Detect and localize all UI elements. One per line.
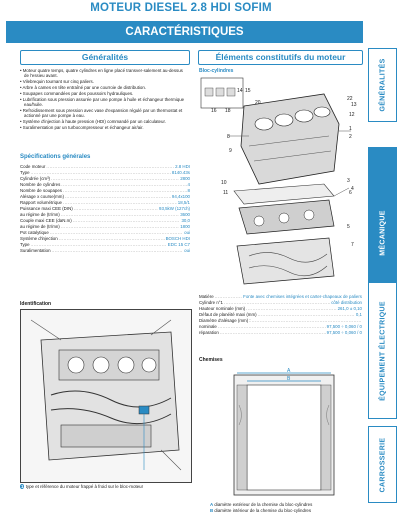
spec-label: Suralimentation (20, 248, 51, 253)
part-number-label: 18 (225, 108, 231, 114)
spec-label: Code moteur (20, 164, 46, 169)
chemise-caption-b-text: diamètre intérieur de la chemise du bloc-cylindres (214, 508, 312, 513)
list-item: • Vilebrequin tournant sur cinq paliers. (20, 79, 188, 84)
part-number-label: 11 (223, 190, 229, 196)
identification-figure (20, 309, 192, 483)
spec-label: Hauteur nominale (mm) (199, 306, 246, 311)
spec-label: Diamètre d'alésage (mm) : (199, 318, 251, 323)
spec-value: 3600 (180, 212, 190, 217)
spec-label: Nombre de soupapes (20, 188, 62, 193)
part-number-label: 4 (351, 186, 354, 192)
spec-value: oui (184, 248, 190, 253)
list-item: • Arbre à cames en tête entraîné par une courroie de distribution. (20, 85, 188, 90)
spec-value: Fonte avec chemises intégrées et carter-chapeaux de paliers (243, 294, 362, 299)
spec-value: 0,1 (355, 312, 362, 317)
spec-value: 2.8 HDI (175, 164, 190, 169)
part-number-label: 3 (347, 178, 350, 184)
spec-label: au régime de (tr/mn) (20, 212, 60, 217)
spec-value: BOSCH HDI (165, 236, 190, 241)
engine-block-illustration (199, 76, 362, 289)
spec-value: 4 (187, 182, 190, 187)
specs-title: Spécifications générales (20, 154, 91, 160)
list-item: • Lubrification sous pression assurée par une pompe à huile et échangeur thermique eau/huile. (20, 97, 188, 108)
part-number-label: 7 (351, 242, 354, 248)
ref-marker: A (210, 502, 214, 507)
part-number-label: 1 (349, 126, 352, 132)
specs-table (20, 164, 190, 254)
identification-label: Identification (20, 301, 52, 307)
part-number-label: 15 (245, 88, 251, 94)
tab-equipement-electrique[interactable] (368, 282, 397, 419)
chemise-ref-b: B (287, 376, 291, 382)
spec-value: 93,5kW (127ch) (159, 206, 190, 211)
spec-value: 8 (187, 188, 190, 193)
chemises-label: Chemises (199, 357, 223, 363)
spec-label: Nombre de cylindres (20, 182, 61, 187)
generalites-heading: Généralités (20, 50, 190, 65)
list-item: • Soupapes commandées par des poussoirs hydrauliques. (20, 91, 188, 96)
ref-marker: 1 (21, 484, 24, 489)
spec-row (20, 248, 190, 254)
part-number-label: 9 (229, 148, 232, 154)
spec-value: côté distribution (331, 300, 362, 305)
spec-label: Système d'injection (20, 236, 58, 241)
part-number-label: 12 (349, 112, 355, 118)
spec-value: EDC 15 C7 (167, 242, 190, 247)
part-number-label: 14 (237, 88, 243, 94)
spec-value: 97,500 ÷ 0,060 / 0 (326, 324, 362, 329)
part-number-label: 20 (255, 100, 261, 106)
part-number-label: 16 (211, 108, 217, 114)
tab-equipement-electrique-label: ÉQUIPEMENT ÉLECTRIQUE (379, 300, 386, 401)
part-number-label: 8 (227, 134, 230, 140)
spec-label: Rapport volumétrique (20, 200, 62, 205)
part-number-label: 6 (349, 190, 352, 196)
bloc-specs-table (199, 294, 362, 336)
spec-label: au régime de (tr/mn) (20, 224, 60, 229)
chemise-caption-a-text: diamètre extérieur de la chemise du bloc-cylindres (214, 502, 313, 507)
part-number-label: 13 (351, 102, 357, 108)
tab-generalites[interactable] (368, 48, 397, 122)
spec-label: Alésage x course(mm) (20, 194, 64, 199)
identification-caption (20, 484, 143, 489)
list-item: • Moteur quatre temps, quatre cylindres en ligne placé transver-salement au-dessus de l'essieu avant. (20, 68, 188, 79)
spec-value: 261,0 ± 0,10 (337, 306, 362, 311)
spec-label: Matière (199, 294, 214, 299)
spec-label: Défaut de planéité maxi (mm) (199, 312, 257, 317)
generalites-list (20, 68, 188, 131)
chemise-figure (199, 365, 362, 500)
spec-label: Puissance maxi CEE (DIN) (20, 206, 73, 211)
tab-generalites-label: GÉNÉRALITÉS (379, 58, 386, 112)
spec-label: Type (20, 170, 30, 175)
spec-value: 30,0 (181, 218, 190, 223)
ref-marker: B (210, 508, 214, 513)
tab-mecanique-label: MÉCANIQUE (379, 210, 386, 256)
section-title-bar: CARACTÉRISTIQUES (6, 21, 363, 43)
tab-carrosserie[interactable] (368, 426, 397, 503)
page-title: MOTEUR DIESEL 2.8 HDI SOFIM (90, 2, 272, 14)
spec-value: 1800 (180, 224, 190, 229)
spec-label: réparation (199, 330, 219, 335)
part-number-label: 5 (347, 224, 350, 230)
chemise-captions (210, 502, 312, 514)
spec-label: Cylindrée (cm³) (20, 176, 51, 181)
spec-row (199, 330, 362, 336)
spec-label: Cylindre n°1 (199, 300, 223, 305)
leader-dots (52, 248, 184, 254)
list-item: • Refroidissement sous pression avec vase d'expansion régulé par un thermostat et actionné par une pompe à eau. (20, 108, 188, 119)
list-item: • Système d'injection à haute pression (HDI) commandé par un calculateur. (20, 119, 188, 124)
chemise-illustration (199, 365, 362, 500)
spec-label: Type (20, 242, 30, 247)
spec-value: 97,500 ÷ 0,060 / 0 (326, 330, 362, 335)
tab-carrosserie-label: CARROSSERIE (379, 437, 386, 492)
engine-block-exploded-view (199, 76, 362, 289)
spec-value: 18,5/1 (177, 200, 190, 205)
leader-dots (220, 330, 326, 336)
elements-heading: Éléments constitutifs du moteur (198, 50, 363, 65)
list-item: • Suralimentation par un turbocompresseur et échangeur air/air. (20, 125, 188, 130)
identification-caption-text: type et référence du moteur frappé à froid sur le bloc-moteur (25, 484, 144, 489)
part-number-label: 2 (349, 134, 352, 140)
chemise-ref-a: A (287, 368, 291, 374)
chemise-caption-b (210, 508, 312, 514)
spec-value: 2800 (180, 176, 190, 181)
spec-value: 8140.43s (171, 170, 190, 175)
spec-value: 94,4x100 (171, 194, 190, 199)
spec-label: nominale (199, 324, 217, 329)
bloc-cylindres-label: Bloc-cylindres (199, 68, 234, 74)
spec-label: Pot catalytique (20, 230, 49, 235)
engine-side-illustration (21, 310, 191, 482)
part-number-label: 22 (347, 96, 353, 102)
spec-label: Couple maxi CEE (daN.m) (20, 218, 72, 223)
part-number-label: 10 (221, 180, 227, 186)
spec-value: oui (184, 230, 190, 235)
